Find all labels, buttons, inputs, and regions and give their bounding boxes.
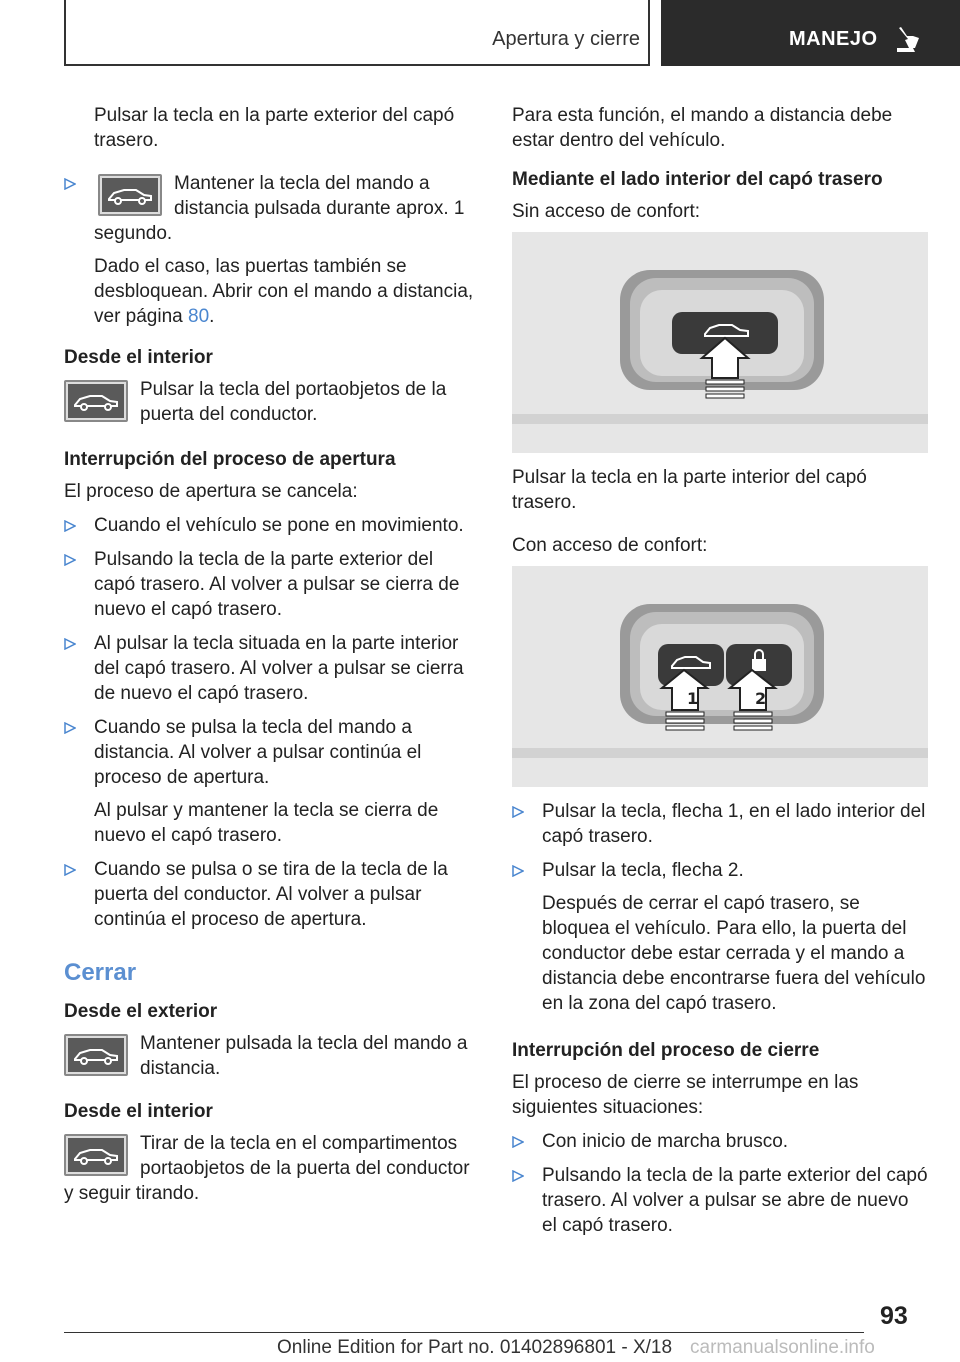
subheading: Mediante el lado interior del capó trasero xyxy=(512,169,883,190)
left-column xyxy=(64,103,478,1224)
key-instruction-text: Mantener pulsada la tecla del mando a distancia. xyxy=(140,1033,468,1079)
paragraph: Con acceso de confort: xyxy=(512,535,708,556)
bullet-triangle-icon xyxy=(64,722,76,734)
subheading: Desde el interior xyxy=(64,1101,213,1122)
list-item: Cuando el vehículo se pone en movimiento. xyxy=(64,513,478,538)
key-instruction xyxy=(64,1131,478,1206)
header-rule-left xyxy=(64,0,66,66)
bullet-triangle-icon xyxy=(64,178,76,190)
watermark: carmanualsonline.info xyxy=(690,1337,875,1358)
list-item: Pulsar la tecla, flecha 1, en el lado interior del capó trasero. xyxy=(512,799,928,849)
right-column xyxy=(512,103,928,1247)
page-link[interactable]: 80 xyxy=(188,306,210,327)
edition-note: Online Edition for Part no. 01402896801 - X/18 xyxy=(277,1337,673,1358)
paragraph: Para esta función, el mando a distancia debe estar dentro del vehículo. xyxy=(512,105,893,151)
header-rule-bottom xyxy=(64,64,650,66)
section-heading: Cerrar xyxy=(64,959,137,986)
photo-caption: Pulsar la tecla en la parte interior del capó trasero. xyxy=(512,467,867,513)
list-item: Pulsando la tecla de la parte exterior del capó trasero. Al volver a pulsar se cierra de nuevo el capó trasero. xyxy=(64,547,478,622)
car-tailgate-icon xyxy=(64,1034,128,1076)
list-item xyxy=(64,171,478,329)
bullet-triangle-icon xyxy=(512,1170,524,1182)
subheading: Interrupción del proceso de cierre xyxy=(512,1040,820,1061)
subheading: Desde el exterior xyxy=(64,1001,218,1022)
bullet-triangle-icon xyxy=(512,806,524,818)
list-item: Al pulsar la tecla situada en la parte interior del capó trasero. Al volver a pulsar se cierra de nuevo el capó trasero. xyxy=(64,631,478,706)
paragraph: El proceso de cierre se interrumpe en las siguientes situaciones: xyxy=(512,1072,859,1118)
paragraph: El proceso de apertura se cancela: xyxy=(64,481,358,502)
key-instruction xyxy=(64,1031,478,1081)
list-item-continuation: Al pulsar y mantener la tecla se cierra de nuevo el capó trasero. xyxy=(94,800,439,846)
comfort-access-buttons-photo xyxy=(512,566,928,787)
list-item: Con inicio de marcha brusco. xyxy=(512,1129,928,1154)
arrow-label: 1 xyxy=(687,689,699,708)
list-item: Cuando se pulsa o se tira de la tecla de la puerta del conductor. Al volver a pulsar continúa el proceso de apertura. xyxy=(64,857,478,932)
bullet-triangle-icon xyxy=(64,638,76,650)
car-tailgate-icon xyxy=(98,174,162,216)
section-title: Apertura y cierre xyxy=(492,28,640,50)
list-item: Pulsando la tecla de la parte exterior del capó trasero. Al volver a pulsar se abre de nuevo el capó trasero. xyxy=(512,1163,928,1238)
subheading: Interrupción del proceso de apertura xyxy=(64,449,396,470)
bullet-triangle-icon xyxy=(64,520,76,532)
key-instruction-text: Tirar de la tecla en el compartimentos portaobjetos de la puerta del conductor y seguir tirando. xyxy=(64,1133,470,1204)
tailgate-button-photo xyxy=(512,232,928,453)
page-number: 93 xyxy=(880,1302,908,1330)
bullet-triangle-icon xyxy=(512,1136,524,1148)
bullet-triangle-icon xyxy=(64,864,76,876)
list-item-continuation: Dado el caso, las puertas también se desbloquean. Abrir con el mando a distancia, ver página 80. xyxy=(94,256,474,327)
paragraph: Pulsar la tecla en la parte exterior del capó trasero. xyxy=(94,105,455,151)
key-instruction xyxy=(64,377,478,427)
list-item: Pulsar la tecla, flecha 2. Después de cerrar el capó trasero, se bloquea el vehículo. Para ello, la puerta del conductor debe estar cerrada y el mando a distancia debe encontrarse fuera del vehículo en la zona del capó trasero. xyxy=(512,858,928,1016)
footer-rule xyxy=(64,1332,864,1333)
list-item: Cuando se pulsa la tecla del mando a distancia. Al volver a pulsar continúa el proceso de apertura. Al pulsar y mantener la tecla se cierra de nuevo el capó trasero. xyxy=(64,715,478,848)
list-item-continuation: Después de cerrar el capó trasero, se bloquea el vehículo. Para ello, la puerta del conductor debe estar cerrada y el mando a distancia debe encontrarse fuera del vehículo en la zona del capó trasero. xyxy=(542,893,926,1014)
subheading: Desde el interior xyxy=(64,347,213,368)
header-rule-right xyxy=(648,0,650,66)
arrow-label: 2 xyxy=(755,689,767,708)
bullet-triangle-icon xyxy=(512,865,524,877)
car-tailgate-icon xyxy=(64,1134,128,1176)
hand-pointer-icon xyxy=(893,24,923,54)
bullet-triangle-icon xyxy=(64,554,76,566)
chapter-tab-label: MANEJO xyxy=(789,28,878,50)
list-item-text: Mantener la tecla del mando a distancia pulsada durante aprox. 1 segundo. xyxy=(94,173,465,244)
car-tailgate-icon xyxy=(64,380,128,422)
paragraph: Sin acceso de confort: xyxy=(512,201,700,222)
key-instruction-text: Pulsar la tecla del portaobjetos de la puerta del conductor. xyxy=(140,379,447,425)
